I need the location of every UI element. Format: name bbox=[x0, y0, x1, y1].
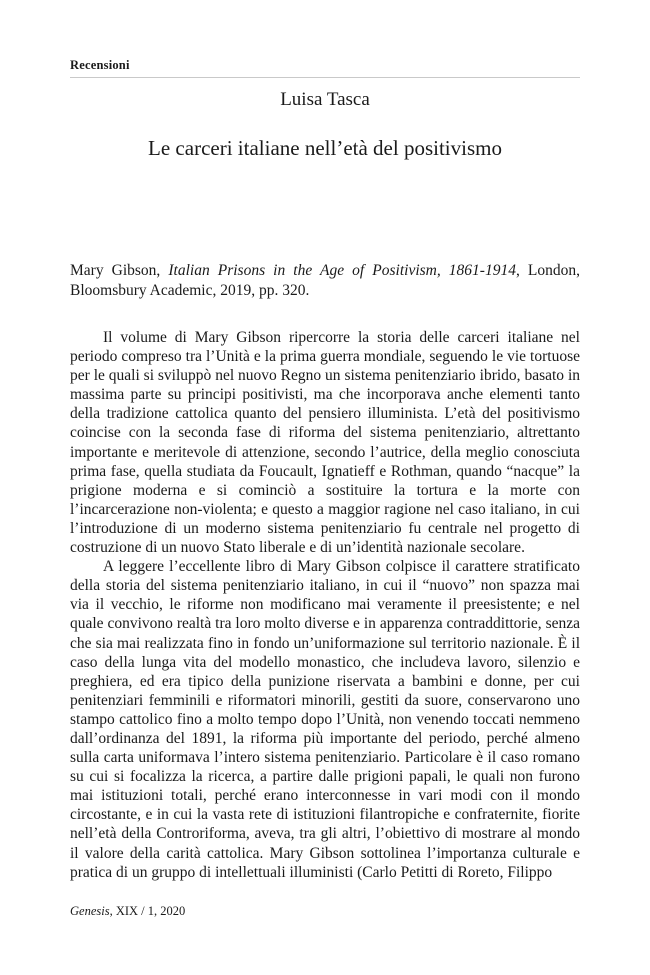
body-paragraph-2: A leggere l’eccellente libro di Mary Gibson colpisce il carattere stratificato della storia del sistema penitenziario italiano, in cui il “nuovo” non spazza mai via il vecchio, le riforme non modificano mai veramente il preesistente; e nel quale convivono realtà tra loro molto diverse e in apparenza contraddittorie, senza che sia mai realizzata fino in fondo un’uniformazione sul territorio nazionale. È il caso della lunga vita del modello monastico, che includeva lavoro, silenzio e preghiera, ed era tipico della punizione riservata a bambini e donne, per cui penitenziari femminili e riformatori minorili, gestiti da suore, conservarono uno stampo cattolico fino a molto tempo dopo l’Unità, non venendo toccati nemmeno dall’ordinanza del 1891, la riforma più importante del periodo, perché almeno sulla carta uniformava l’intero sistema penitenziario. Particolare è il caso romano su cui si focalizza la ricerca, a partire dalle prigioni papali, le quali non furono mai istituzioni totali, perché erano interconnesse in vari modi con il mondo circostante, e in cui la vasta rete di istituzioni filantropiche e confraternite, fiorite nell’età della Controriforma, aveva, tra gli altri, l’obiettivo di mostrare al mondo il valore della carità cattolica. Mary Gibson sottolinea l’importanza culturale e pratica di un gruppo di intellettuali illuministi (Carlo Petitti di Roreto, Filippo bbox=[70, 558, 580, 881]
section-label: Recensioni bbox=[70, 58, 130, 72]
header-rule bbox=[70, 77, 580, 78]
citation-book-title: Italian Prisons in the Age of Positivism, 1861-1914 bbox=[168, 262, 516, 279]
page-footer bbox=[70, 904, 185, 919]
review-body bbox=[70, 328, 580, 882]
footer-journal: Genesis bbox=[70, 904, 110, 918]
body-paragraph-1: Il volume di Mary Gibson ripercorre la storia delle carceri italiane nel periodo compreso tra l’Unità e la prima guerra mondiale, seguendo le vie tortuose per le quali si sviluppò nel nuovo Regno un sistema penitenziario ibrido, basato in massima parte su principi positivisti, ma che incorporava anche elementi tanto della tradizione cattolica quanto del pensiero illuminista. L’età del positivismo coincise con la seconda fase di riforma del sistema penitenziario, altrettanto importante e meritevole di attenzione, secondo l’autrice, della meglio conosciuta prima fase, quella studiata da Foucault, Ignatieff e Rothman, quando “nacque” la prigione moderna e si cominciò a sostituire la tortura e la morte con l’incarcerazione non-violenta; e questo a maggior ragione nel caso italiano, in cui l’introduzione di un moderno sistema penitenziario fu centrale nel progetto di costruzione di un nuovo Stato liberale e di un’identità nazionale secolare. bbox=[70, 329, 580, 557]
review-title: Le carceri italiane nell’età del positivismo bbox=[148, 136, 502, 160]
citation-publication: , London, Bloomsbury Academic, 2019, pp. 320. bbox=[70, 262, 581, 299]
citation-author: Mary Gibson, bbox=[70, 262, 161, 279]
footer-issue: , XIX / 1, 2020 bbox=[109, 904, 186, 918]
review-author: Luisa Tasca bbox=[280, 89, 370, 110]
book-citation bbox=[70, 261, 580, 301]
